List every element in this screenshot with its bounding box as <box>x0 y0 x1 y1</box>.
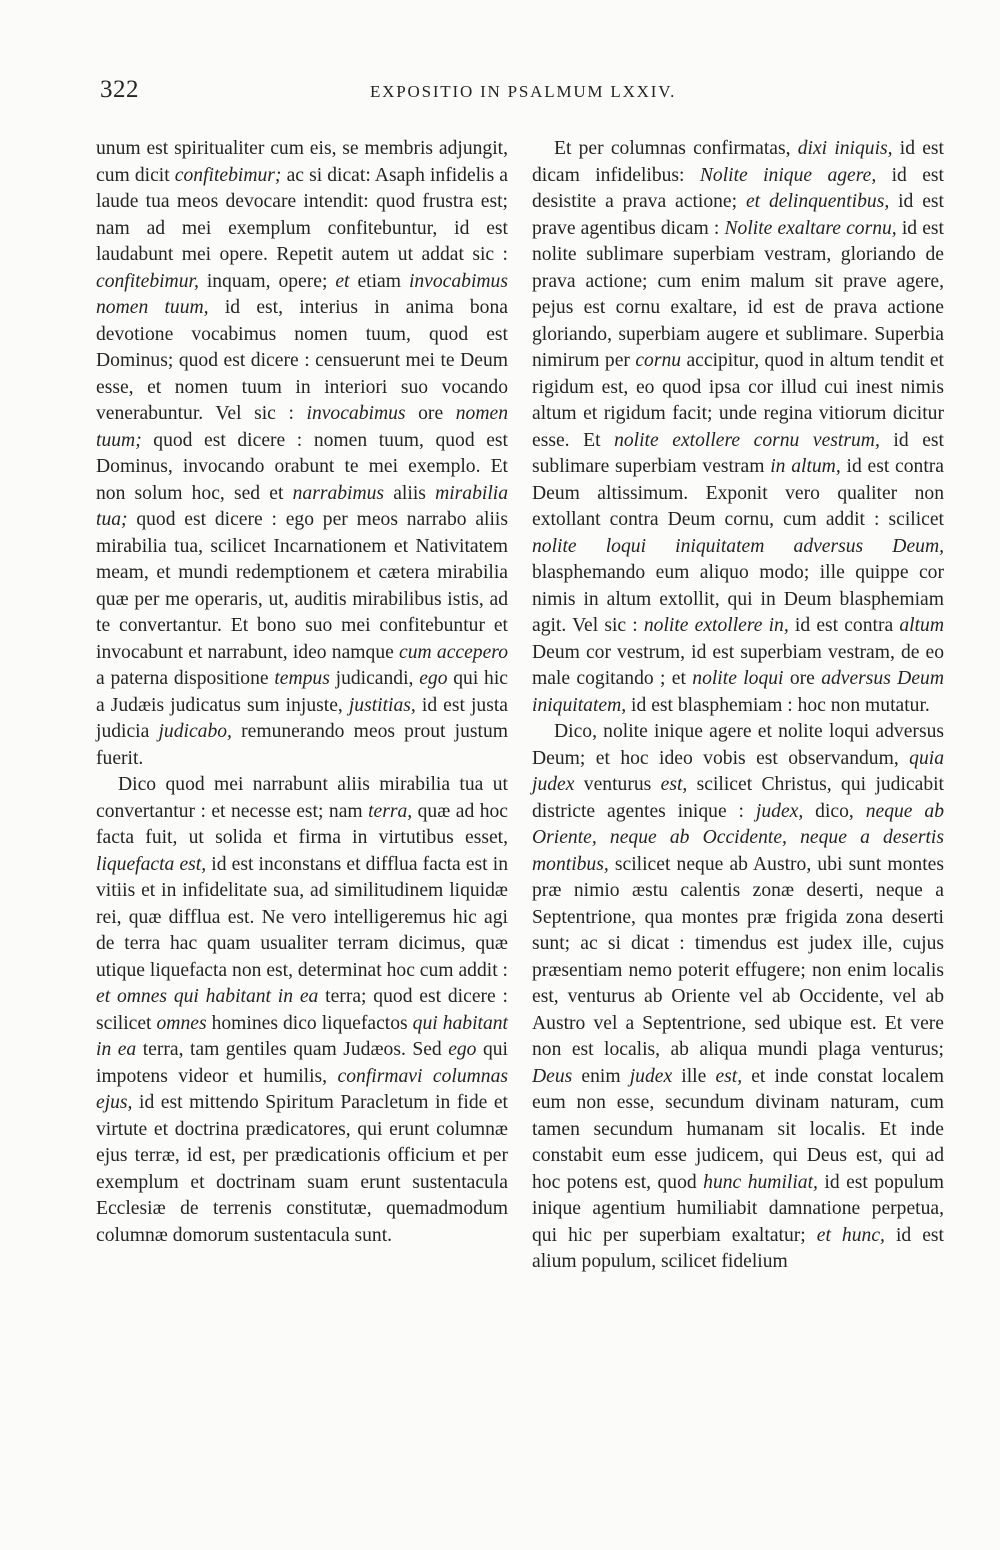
paragraph <box>96 772 508 1249</box>
italic-quotation: Nolite exaltare cornu, <box>724 217 897 239</box>
text-run: id est alium populum, scilicet fidelium <box>532 1224 945 1272</box>
italic-quotation: justitias, <box>348 694 416 716</box>
paragraph <box>532 136 944 719</box>
text-run: quæ ad hoc facta fuit, ut solida et firma in virtutibus esset, <box>96 800 508 848</box>
italic-quotation: et <box>335 270 350 292</box>
italic-quotation: invocabimus <box>306 403 406 424</box>
text-run: venturus <box>574 774 661 795</box>
text-run: id est contra Deum altissimum. Exponit vero qualiter non extollant contra Deum cornu, cum addit : scilicet <box>532 456 944 530</box>
running-header <box>100 76 940 108</box>
text-run: Et per columnas confirmatas, <box>554 138 798 159</box>
paragraph <box>532 719 944 1276</box>
text-run: id est mittendo Spiritum Paracletum in fide et virtute et doctrina prædicatores, qui erunt columnæ ejus terræ, id est, per prædicationis officium et per exemplum et doctrinam suam erunt sustentacula Ecclesiæ de terrenis constitutæ, quemadmodum columnæ domorum sustentacula sunt. <box>96 1092 508 1246</box>
text-run: enim <box>572 1065 630 1087</box>
italic-quotation: liquefacta est, <box>96 853 207 875</box>
italic-quotation: et omnes qui habitant in ea <box>96 986 319 1007</box>
text-run: qui impotens videor et humilis, <box>96 1039 508 1087</box>
running-title: EXPOSITIO IN PSALMUM LXXIV. <box>370 82 677 101</box>
italic-quotation: Nolite inique agere, <box>699 164 877 186</box>
italic-quotation: judex, <box>755 800 804 822</box>
text-run: id est contra <box>788 615 900 636</box>
text-run: id est nolite sublimare superbiam vestram, gloriando de prava actione; cum enim malum sit prave agere, pejus est cornu exaltare, id est de prava actione gloriando, superbiam augere et sublimare. Superbia nimirum per <box>532 217 944 371</box>
text-run: homines dico liquefactos <box>206 1012 413 1034</box>
italic-quotation: est, <box>715 1065 743 1087</box>
italic-quotation: invocabimus nomen tuum, <box>96 270 508 318</box>
text-run: accipitur, quod in altum tendit et rigidum est, eo quod ipsa cor illud cui inest nimis altum et rigidum facit; unde regina vitiorum dicitur esse. Et <box>532 350 945 451</box>
italic-quotation: et hunc, <box>816 1224 885 1246</box>
italic-quotation: confirmavi columnas ejus, <box>96 1065 508 1113</box>
text-run: inquam, opere; <box>198 270 336 292</box>
text-run: ille <box>672 1065 716 1087</box>
italic-quotation: narrabimus <box>292 482 385 504</box>
text-run: ore <box>405 403 456 424</box>
text-run: id est inconstans et difflua facta est in vitiis et in infidelitate sua, ad similitudinem liquidæ rei, quæ difflua est. Ne vero intelligeremus hic agi de terra hac quam usualiter terram dicimus, quæ utique liquefacta non est, determinat hoc cum addit : <box>96 853 508 981</box>
italic-quotation: nolite extollere cornu vestrum, <box>614 429 880 451</box>
italic-quotation: confitebimur; <box>174 164 282 186</box>
text-run: unum est spiritualiter cum eis, se membris adjungit, cum dicit <box>96 138 508 186</box>
left-text-column <box>96 136 508 1249</box>
text-run: blasphemando eum aliquo modo; ille quippe cor nimis in altum extollit, qui in Deum blasphemiam agit. Vel sic : <box>532 562 944 636</box>
italic-quotation: dixi iniquis, <box>797 138 893 159</box>
italic-quotation: nomen tuum; <box>96 403 508 451</box>
italic-quotation: nolite loqui iniquitatem adversus Deum, <box>532 535 944 557</box>
italic-quotation: judex <box>629 1065 673 1087</box>
text-run: id est dicam infidelibus: <box>532 138 944 186</box>
text-run: id est, interius in anima bona devotione vocabimus nomen tuum, quod est Dominus; quod est dicere : censuerunt mei te Deum esse, et nomen tuum in interiori suo vocando venerabuntur. Vel sic : <box>96 297 508 424</box>
italic-quotation: in altum, <box>770 456 841 477</box>
italic-quotation: ego <box>419 668 448 689</box>
text-run: qui hic a Judæis judicatus sum injuste, <box>96 668 508 716</box>
italic-quotation: est, <box>660 774 688 795</box>
text-run: terra, tam gentiles quam Judæos. Sed <box>136 1039 449 1060</box>
italic-quotation: qui habitant in ea <box>96 1012 509 1060</box>
italic-quotation: altum <box>899 615 944 636</box>
italic-quotation: ego <box>448 1039 477 1060</box>
text-run: quod est dicere : ego per meos narrabo aliis mirabilia tua, scilicet Incarnationem et Nativitatem meam, et mundi redemptionem et cætera mirabilia quæ per me operaris, ut, auditis mirabilibus istis, ad te convertantur. Et bono suo mei confitebuntur et invocabunt et narrabunt, ideo namque <box>96 509 508 663</box>
text-run: et inde constat localem eum non esse, secundum divinam naturam, cum tamen secundum humanam sit localis. Et inde constabit eum esse judicem, qui Deus est, qui ad hoc potens est, quod <box>532 1065 944 1193</box>
text-run: terra; quod est dicere : scilicet <box>96 986 508 1034</box>
right-text-column <box>532 136 944 1276</box>
text-run: scilicet Christus, qui judicabit districte agentes inique : <box>532 774 945 822</box>
italic-quotation: adversus Deum iniquitatem, <box>532 668 944 716</box>
text-run: scilicet neque ab Austro, ubi sunt montes præ nimio æstu calentis zonæ deserti, neque a Septentrione, qua montes præ frigida zona deserti sunt; ac si dicat : timendus est judex ille, cujus præsentiam nemo poterit effugere; non enim localis est, venturus ab Oriente vel ab Occidente, vel ab Austro vel a Septentrione, sed ubique est. Et vere non est localis, ab aliqua mundi plaga venturus; <box>532 853 944 1060</box>
text-run: id est desistite a prava actione; <box>532 164 944 212</box>
italic-quotation: mirabilia tua; <box>96 482 509 530</box>
italic-quotation: nolite extollere in, <box>643 615 789 636</box>
text-run: dico, <box>803 800 866 822</box>
text-run: quod est dicere : nomen tuum, quod est Dominus, invocando orabunt te mei exemplo. Et non solum hoc, sed et <box>96 429 508 504</box>
text-run: etiam <box>349 270 409 292</box>
text-run: id est sublimare superbiam vestram <box>532 429 944 477</box>
italic-quotation: judicabo, <box>158 721 232 742</box>
italic-quotation: nolite loqui <box>692 668 784 689</box>
italic-quotation: terra, <box>368 800 413 822</box>
italic-quotation: cornu <box>635 350 682 371</box>
italic-quotation: neque ab Oriente, neque ab Occidente, neque a desertis montibus, <box>532 800 945 875</box>
text-run: ac si dicat: Asaph infidelis a laude tua meos devocare intendit: quod frustra est; nam ad mei exemplum confitebuntur, id est laudabunt mei opere. Repetit autem ut addat sic : <box>96 164 509 265</box>
italic-quotation: quia judex <box>532 747 944 795</box>
text-run: judicandi, <box>329 668 420 689</box>
text-run: remunerando meos prout justum fuerit. <box>96 721 509 769</box>
text-run: ore <box>783 668 822 689</box>
italic-quotation: omnes <box>156 1012 207 1034</box>
italic-quotation: tempus <box>274 668 330 689</box>
italic-quotation: hunc humiliat, <box>703 1171 818 1193</box>
text-run: id est prave agentibus dicam : <box>532 191 944 239</box>
text-run: id est justa judicia <box>96 694 508 742</box>
text-run: Deum cor vestrum, id est superbiam vestram, de eo male cogitando ; et <box>532 641 944 689</box>
text-run: a paterna dispositione <box>96 668 275 689</box>
paragraph <box>96 136 508 772</box>
italic-quotation: Deus <box>532 1065 573 1087</box>
italic-quotation: et delinquentibus, <box>745 191 890 212</box>
text-run: id est blasphemiam : hoc non mutatur. <box>626 694 930 716</box>
italic-quotation: confitebimur, <box>96 270 199 292</box>
text-run: aliis <box>384 482 436 504</box>
italic-quotation: cum accepero <box>399 641 508 663</box>
text-run: Dico quod mei narrabunt aliis mirabilia tua ut convertantur : et necesse est; nam <box>96 774 508 822</box>
text-run: id est populum inique agentium humiliabit damnatione perpetua, qui hic per superbiam exaltatur; <box>532 1171 944 1246</box>
text-run: Dico, nolite inique agere et nolite loqui adversus Deum; et hoc ideo vobis est observandum, <box>532 721 944 769</box>
page-number: 322 <box>100 76 139 103</box>
